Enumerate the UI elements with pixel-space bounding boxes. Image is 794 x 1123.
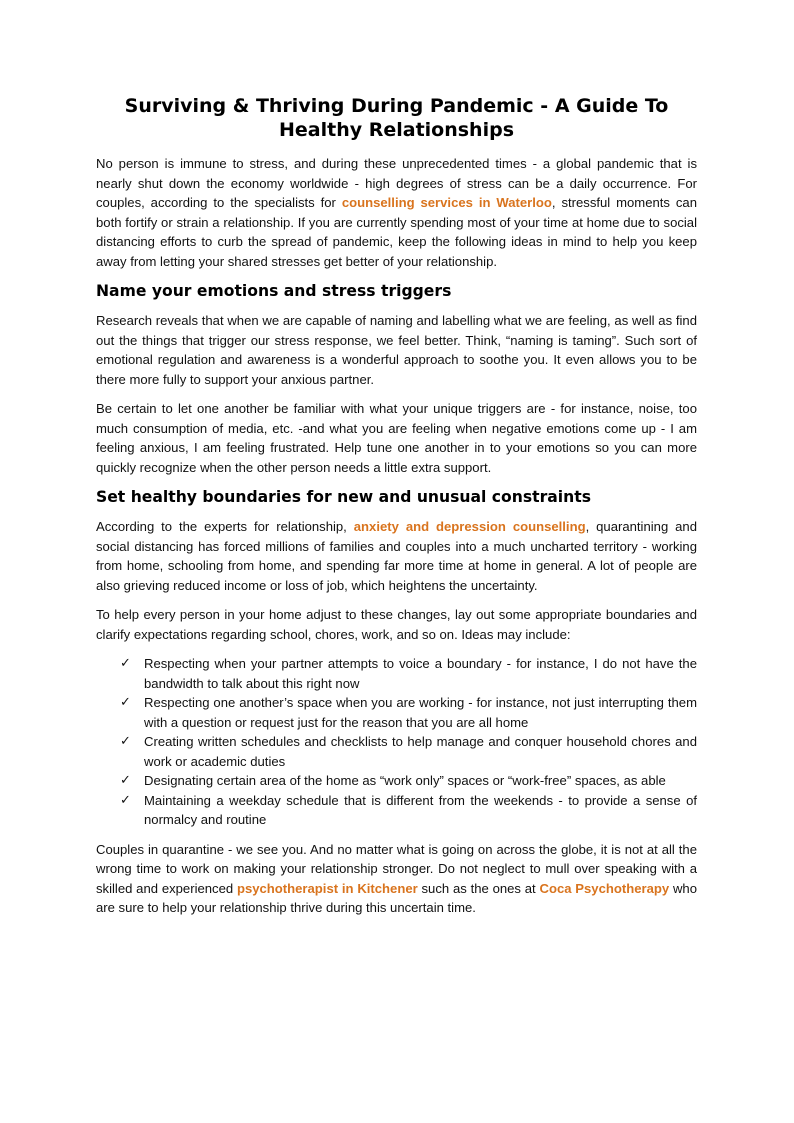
section2-paragraph-2: To help every person in your home adjust to these changes, lay out some appropriate boundaries and clarify expectations regarding school, chores, work, and so on. Ideas may include: <box>96 607 697 642</box>
closing-text-after: who are sure to help your relationship thrive during this uncertain time. <box>96 880 697 915</box>
closing-text-before: Couples in quarantine - we see you. And no matter what is going on across the globe, it is not at all the wrong time to work on making your relationship stronger. Do not neglect to mull over speaking with a skilled and experienced <box>96 841 697 896</box>
anxiety-depression-link[interactable]: anxiety and depression counselling <box>353 519 586 534</box>
section1-paragraph-1: Research reveals that when we are capable of naming and labelling what we are feeling, as well as find out the things that trigger our stress response, we feel better. Think, “naming is taming”. Such sort of emotional regulation and awareness is a wonderful approach to soothe you. It even allows you to be there more fully to support your anxious partner. <box>96 313 697 387</box>
page-title: Surviving & Thriving During Pandemic - A Guide To Healthy Relationships <box>124 95 669 141</box>
list-item-text: Designating certain area of the home as “work only” spaces or “work-free” spaces, as able <box>144 773 666 788</box>
section1-heading: Name your emotions and stress triggers <box>96 282 452 300</box>
ideas-list <box>96 654 697 830</box>
list-item <box>120 693 697 732</box>
closing-text-middle: such as the ones at <box>417 880 540 896</box>
document-page <box>96 94 697 928</box>
list-item <box>120 732 697 771</box>
list-item-text: Respecting one another’s space when you are working - for instance, not just interrupting them with a question or request just for the reason that you are all home <box>144 695 697 730</box>
psychotherapist-kitchener-link[interactable]: psychotherapist in Kitchener <box>236 880 418 896</box>
list-item-text: Creating written schedules and checklists to help manage and conquer household chores and work or academic duties <box>144 734 697 769</box>
check-icon: ✓ <box>120 656 131 671</box>
intro-paragraph <box>96 154 697 271</box>
list-item <box>120 654 697 693</box>
coca-psychotherapy-link[interactable]: Coca Psychotherapy <box>539 880 670 896</box>
closing-paragraph <box>96 840 697 918</box>
list-item <box>120 771 697 791</box>
list-item <box>120 791 697 830</box>
section1-paragraph-2: Be certain to let one another be familiar with what your unique triggers are - for instance, noise, too much consumption of media, etc. -and what you are feeling when negative emotions come up - I am feeling anxious, I am feeling frustrated. Help tune one another in to your emotions so you can more quickly recognize when the other person needs a little extra support. <box>96 401 697 475</box>
section2-heading: Set healthy boundaries for new and unusual constraints <box>96 488 591 506</box>
intro-text-after: , stressful moments can both fortify or strain a relationship. If you are currently spending most of your time at home due to social distancing efforts to curb the spread of pandemic, keep the following ideas in mind to help you keep away from letting your shared stresses get better of your relationship. <box>96 195 697 269</box>
intro-text-before: No person is immune to stress, and during these unprecedented times - a global pandemic that is nearly shut down the economy worldwide - high degrees of stress can be a daily occurrence. For couples, according to the specialists for <box>96 156 697 210</box>
check-icon: ✓ <box>120 734 131 749</box>
check-icon: ✓ <box>120 695 131 710</box>
list-item-text: Respecting when your partner attempts to voice a boundary - for instance, I do not have the bandwidth to talk about this right now <box>144 656 697 691</box>
counselling-waterloo-link[interactable]: counselling services in Waterloo <box>341 195 552 210</box>
section2-text-before: According to the experts for relationship, <box>96 519 354 534</box>
check-icon: ✓ <box>120 792 131 808</box>
list-item-text: Maintaining a weekday schedule that is different from the weekends - to provide a sense of normalcy and routine <box>144 792 697 827</box>
check-icon: ✓ <box>120 773 131 788</box>
section2-text-after: , quarantining and social distancing has forced millions of families and couples into a much uncharted territory - working from home, schooling from home, and spending far more time at home in general. A lot of people are also grieving reduced income or loss of job, which heightens the uncertainty. <box>96 519 697 593</box>
section2-paragraph-1 <box>96 517 697 595</box>
